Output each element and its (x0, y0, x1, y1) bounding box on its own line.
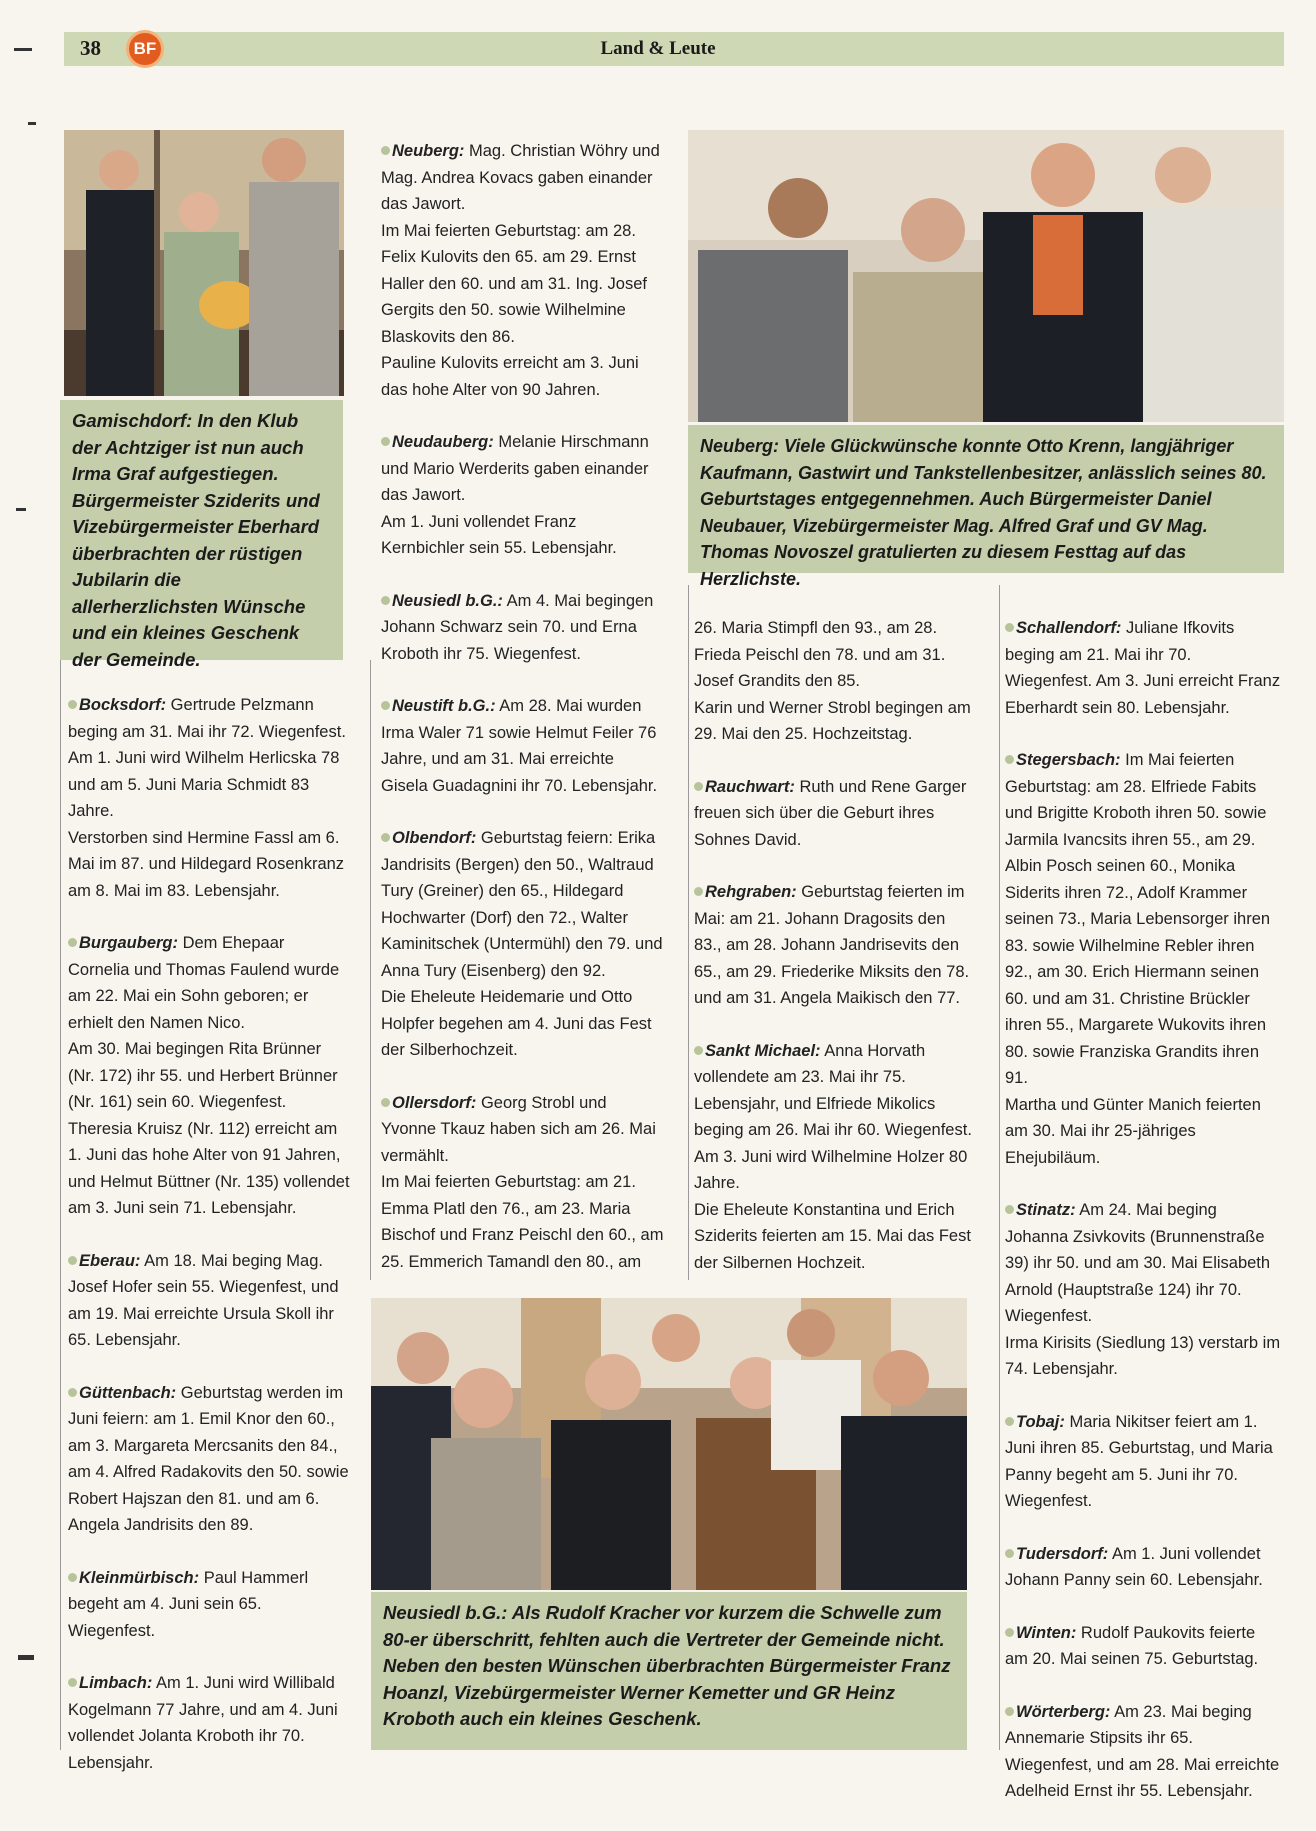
entry-ollersdorf: Ollersdorf: Georg Strobl und Yvonne Tkauz haben sich am 26. Mai vermählt. Im Mai feierten Geburtstag: am 21. Emma Platl den 76., am 23. Maria Bischof und Franz Peischl den 60., am 25. Emmerich Tamandl den 80., am (381, 1093, 664, 1271)
entry-limbach: Limbach: Am 1. Juni wird Willibald Kogelmann 77 Jahre, und am 4. Juni vollendet Jolanta Kroboth ihr 70. Lebensjahr. (68, 1674, 338, 1772)
bullet-icon (1005, 623, 1014, 632)
bullet-icon (381, 146, 390, 155)
photo-gamischdorf (64, 130, 344, 396)
photo-neuberg (688, 130, 1284, 422)
entry-neusiedl: Neusiedl b.G.: Am 4. Mai begingen Johann Schwarz sein 70. und Erna Kroboth ihr 75. Wiegenfest. (381, 591, 654, 663)
entry-ollersdorf-cont: 26. Maria Stimpfl den 93., am 28. Frieda Peischl den 78. und am 31. Josef Grandits den 85. Karin und Werner Strobl begingen am 29. Mai den 25. Hochzeitstag. (694, 619, 971, 743)
entry-schallendorf: Schallendorf: Juliane Ifkovits beging am 21. Mai ihr 70. Wiegenfest. Am 3. Juni erreicht Franz Eberhardt sein 80. Lebensjahr. (1005, 619, 1281, 717)
photo-neusiedl (371, 1298, 967, 1590)
scan-mark (28, 122, 36, 125)
entry-neudauberg: Neudauberg: Melanie Hirschmann und Mario Werderits gaben einander das Jawort. Am 1. Juni vollendet Franz Kernbichler sein 55. Lebensjahr. (381, 433, 649, 557)
magazine-logo: BF (126, 30, 164, 68)
entry-woerterberg: Wörterberg: Am 23. Mai beging Annemarie Stipsits ihr 65. Wiegenfest, und am 28. Mai erreichte Adelheid Ernst ihr 55. Lebensjahr. (1005, 1702, 1280, 1800)
column-rule (60, 660, 61, 1750)
caption-neusiedl: Neusiedl b.G.: Als Rudolf Kracher vor kurzem die Schwelle zum 80-er überschritt, fehlten auch die Vertreter der Gemeinde nicht. Neben den besten Wünschen überbrachten Bürgermeister Franz Hoanzl, Vizebürgermeister Werner Kemetter und GR Heinz Kroboth auch ein kleines Geschenk. (371, 1592, 967, 1750)
column-3 (694, 615, 972, 1302)
entry-rehgraben: Rehgraben: Geburtstag feierten im Mai: am 21. Johann Dragosits den 83., am 28. Johann Jandrisevits den 65., am 29. Friederike Miksits den 78. und am 31. Angela Maikisch den 77. (694, 883, 970, 1007)
column-1 (68, 692, 350, 1802)
caption-neuberg: Neuberg: Viele Glückwünsche konnte Otto Krenn, langjähriger Kaufmann, Gastwirt und Tankstellenbesitzer, anlässlich seines 80. Geburtstages entgegennehmen. Auch Bürgermeister Daniel Neubauer, Vizebürgermeister Mag. Alfred Graf und GV Mag. Thomas Novoszel gratulierten zu diesem Festtag auf das Herzlichste. (688, 425, 1284, 573)
bullet-icon (381, 701, 390, 710)
bullet-icon (1005, 1205, 1014, 1214)
entry-winten: Winten: Rudolf Paukovits feierte am 20. Mai seinen 75. Geburtstag. (1005, 1623, 1259, 1668)
bullet-icon (68, 1573, 77, 1582)
bullet-icon (1005, 1417, 1014, 1426)
entry-tudersdorf: Tudersdorf: Am 1. Juni vollendet Johann Panny sein 60. Lebensjahr. (1005, 1544, 1263, 1589)
bullet-icon (1005, 1707, 1014, 1716)
entry-olbendorf: Olbendorf: Geburtstag feiern: Erika Jandrisits (Bergen) den 50., Waltraud Tury (Greiner) den 65., Hildegard Hochwarter (Dorf) den 72., Walter Kaminitschek (Untermühl) den 79. und Anna Tury (Eisenberg) den 92. Die Eheleute Heidemarie und Otto Holpfer begehen am 4. Juni das Fest der Silberhochzeit. (381, 829, 663, 1059)
bullet-icon (694, 1046, 703, 1055)
bullet-icon (68, 1678, 77, 1687)
bullet-icon (68, 1256, 77, 1265)
bullet-icon (1005, 1628, 1014, 1637)
entry-neustift: Neustift b.G.: Am 28. Mai wurden Irma Waler 71 sowie Helmut Feiler 76 Jahre, und am 31. Mai erreichte Gisela Guadagnini ihr 70. Lebensjahr. (381, 697, 658, 795)
caption-gamischdorf: Gamischdorf: In den Klub der Achtziger ist nun auch Irma Graf aufgestiegen. Bürgermeister Sziderits und Vizebürgermeister Eberhard überbrachten der rüstigen Jubilarin die allerherzlichsten Wünsche und ein kleines Geschenk der Gemeinde. (60, 400, 343, 660)
entry-guettenbach: Güttenbach: Geburtstag werden im Juni feiern: am 1. Emil Knor den 60., am 3. Margareta Mercsanits den 84., am 4. Alfred Radakovits den 50. sowie Robert Hajszan den 81. und am 6. Angela Jandrisits den 89. (68, 1383, 349, 1534)
entry-kleinmuerbisch: Kleinmürbisch: Paul Hammerl begeht am 4. Juni sein 65. Wiegenfest. (68, 1568, 309, 1640)
entry-eberau: Eberau: Am 18. Mai beging Mag. Josef Hofer sein 55. Wiegenfest, und am 19. Mai erreichte Ursula Skoll ihr 65. Lebensjahr. (68, 1251, 339, 1349)
column-4 (1005, 615, 1282, 1831)
bullet-icon (68, 938, 77, 947)
entry-neuberg: Neuberg: Mag. Christian Wöhry und Mag. Andrea Kovacs gaben einander das Jawort. Im Mai feierten Geburtstag: am 28. Felix Kulovits den 65. am 29. Ernst Haller den 60. und am 31. Ing. Josef Gergits den 50. sowie Wilhelmine Blaskovits den 86. Pauline Kulovits erreicht am 3. Juni das hohe Alter von 90 Jahren. (381, 142, 660, 399)
column-2 (381, 138, 664, 1301)
bullet-icon (381, 833, 390, 842)
column-rule (999, 585, 1000, 1750)
bullet-icon (381, 1098, 390, 1107)
bullet-icon (68, 700, 77, 709)
entry-rauchwart: Rauchwart: Ruth und Rene Garger freuen sich über die Geburt ihres Sohnes David. (694, 777, 967, 849)
entry-stegersbach: Stegersbach: Im Mai feierten Geburtstag: am 28. Elfriede Fabits und Brigitte Kroboth ihren 50. sowie Jarmila Ivancsits ihren 55., am 29. Albin Posch seinen 60., Monika Siderits ihren 72., Adolf Krammer seinen 73., Maria Lebensorger ihren 83. sowie Wilhelmine Rebler ihren 92., am 30. Erich Hiermann seinen 60. und am 31. Christine Brückler ihren 55., Margarete Wukovits ihren 80. sowie Franziska Grandits ihren 91. Martha und Günter Manich feierten am 30. Mai ihr 25-jähriges Ehejubiläum. (1005, 751, 1271, 1167)
bullet-icon (694, 782, 703, 791)
bullet-icon (381, 596, 390, 605)
section-title: Land & Leute (600, 38, 716, 59)
bullet-icon (381, 437, 390, 446)
entry-stinatz: Stinatz: Am 24. Mai beging Johanna Zsivkovits (Brunnenstraße 39) ihr 50. und am 30. Mai Elisabeth Arnold (Hauptstraße 124) ihr 70. Wiegenfest. Irma Kirisits (Siedlung 13) verstarb im 74. Lebensjahr. (1005, 1201, 1281, 1378)
bullet-icon (1005, 1549, 1014, 1558)
bullet-icon (1005, 755, 1014, 764)
bullet-icon (68, 1388, 77, 1397)
column-rule (688, 585, 689, 1280)
entry-tobaj: Tobaj: Maria Nikitser feiert am 1. Juni ihren 85. Geburtstag, und Maria Panny begeht am 5. Juni ihr 70. Wiegenfest. (1005, 1412, 1273, 1510)
entry-bocksdorf: Bocksdorf: Gertrude Pelzmann beging am 31. Mai ihr 72. Wiegenfest. Am 1. Juni wird Wilhelm Herlicska 78 und am 5. Juni Maria Schmidt 83 Jahre. Verstorben sind Hermine Fassl am 6. Mai im 87. und Hildegard Rosenkranz am 8. Mai im 83. Lebensjahr. (68, 696, 346, 900)
entry-burgauberg: Burgauberg: Dem Ehepaar Cornelia und Thomas Faulend wurde am 22. Mai ein Sohn geboren; er erhielt den Namen Nico. Am 30. Mai begingen Rita Brünner (Nr. 172) ihr 55. und Herbert Brünner (Nr. 161) sein 60. Wiegenfest. Theresia Kruisz (Nr. 112) erreicht am 1. Juni das hohe Alter von 91 Jahren, und Helmut Büttner (Nr. 135) vollendet am 3. Juni sein 71. Lebensjahr. (68, 934, 350, 1217)
scan-mark (16, 508, 26, 511)
column-rule (370, 660, 371, 1280)
bullet-icon (694, 887, 703, 896)
scan-mark (18, 1655, 34, 1660)
page-number: 38 (80, 36, 101, 60)
entry-sankt-michael: Sankt Michael: Anna Horvath vollendete am 23. Mai ihr 75. Lebensjahr, und Elfriede Mikolics beging am 26. Mai ihr 60. Wiegenfest. Am 3. Juni wird Wilhelmine Holzer 80 Jahre. Die Eheleute Konstantina und Erich Sziderits feierten am 15. Mai das Fest der Silbernen Hochzeit. (694, 1041, 972, 1272)
